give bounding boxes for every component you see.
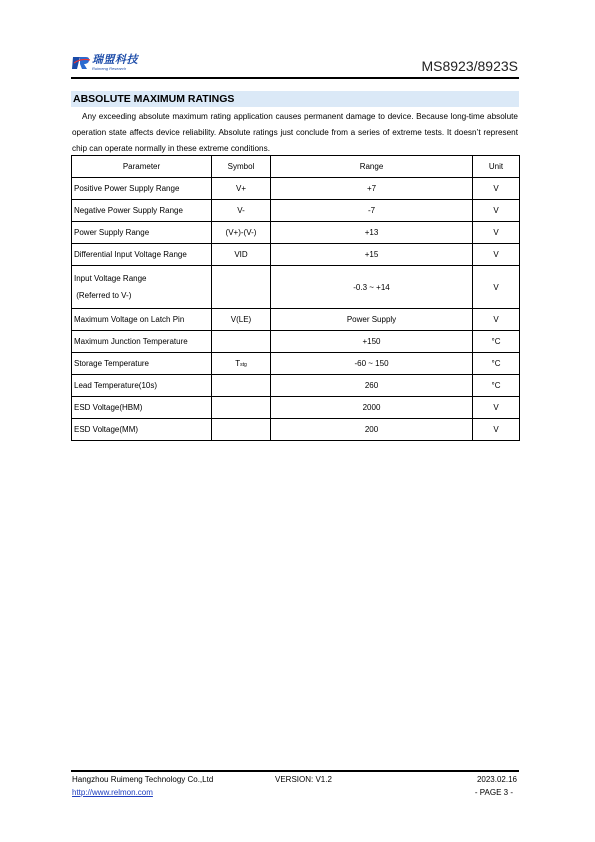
symbol-cell [212,375,271,397]
absolute-max-ratings-table [71,155,520,441]
parameter-cell: Maximum Junction Temperature [72,331,212,353]
unit-cell: V [473,200,520,222]
company-logo [71,54,138,76]
parameter-cell: Storage Temperature [72,353,212,375]
symbol-cell: V- [212,200,271,222]
unit-cell: °C [473,331,520,353]
unit-cell: V [473,397,520,419]
section-title: ABSOLUTE MAXIMUM RATINGS [73,93,235,105]
footer-version: VERSION: V1.2 [275,775,332,784]
footer-divider [71,770,519,772]
parameter-cell [72,266,212,309]
symbol-cell: (V+)-(V-) [212,222,271,244]
header-range: Range [271,156,473,178]
unit-cell: V [473,178,520,200]
range-cell: 260 [271,375,473,397]
symbol-cell: V+ [212,178,271,200]
unit-cell: V [473,309,520,331]
parameter-cell: ESD Voltage(HBM) [72,397,212,419]
parameter-cell: Lead Temperature(10s) [72,375,212,397]
header-symbol: Symbol [212,156,271,178]
symbol-cell [212,397,271,419]
parameter-cell: Positive Power Supply Range [72,178,212,200]
parameter-line-1: Input Voltage Range [74,274,147,283]
table-row [72,353,520,375]
parameter-cell: Negative Power Supply Range [72,200,212,222]
symbol-cell [212,353,271,375]
table-row [72,200,520,222]
footer-page-number: - PAGE 3 - [474,788,513,797]
table-row [72,222,520,244]
header-unit: Unit [473,156,520,178]
symbol-cell [212,419,271,441]
symbol-cell [212,331,271,353]
footer-date: 2023.02.16 [476,775,517,784]
footer-company: Hangzhou Ruimeng Technology Co.,Ltd [72,775,214,784]
parameter-cell: Maximum Voltage on Latch Pin [72,309,212,331]
intro-paragraph: Any exceeding absolute maximum rating application causes permanent damage to device. Because long-time absolute operation state affects device reliability. Absolute ratings just conclude from a series of extreme tests. It doesn’t represent chip can operate normally in these extreme conditions. [72,112,518,153]
symbol-cell: V(LE) [212,309,271,331]
table-header-row [72,156,520,178]
parameter-note: (Referred to V-) [76,291,132,300]
unit-cell: °C [473,353,520,375]
table-row [72,266,520,309]
logo-mark-icon [71,54,91,72]
symbol-cell: VID [212,244,271,266]
unit-cell: V [473,266,520,309]
table-row [72,331,520,353]
range-cell: -0.3 ~ +14 [271,266,473,309]
symbol-cell [212,266,271,309]
parameter-line-2 [74,291,211,300]
symbol-main: T [235,359,241,368]
range-cell: -60 ~ 150 [271,353,473,375]
header-parameter: Parameter [72,156,212,178]
parameter-cell: ESD Voltage(MM) [72,419,212,441]
table-row [72,309,520,331]
range-cell: -7 [271,200,473,222]
unit-cell: °C [473,375,520,397]
document-title: MS8923/8923S [421,58,518,74]
parameter-cell: Power Supply Range [72,222,212,244]
table-row [72,375,520,397]
logo-chinese-text: 瑞盟科技 [92,53,138,66]
unit-cell: V [473,222,520,244]
table-row [72,397,520,419]
range-cell: +13 [271,222,473,244]
range-cell: +7 [271,178,473,200]
header-divider [71,77,519,79]
table-row [72,244,520,266]
unit-cell: V [473,419,520,441]
range-cell: 2000 [271,397,473,419]
range-cell: Power Supply [271,309,473,331]
footer-website-link[interactable]: http://www.relmon.com [72,788,153,797]
range-cell: +15 [271,244,473,266]
symbol-subscript: stg [240,362,247,368]
table-row [72,419,520,441]
page-footer [71,775,519,805]
parameter-cell: Differential Input Voltage Range [72,244,212,266]
table-row [72,178,520,200]
page-header [71,54,519,78]
range-cell: 200 [271,419,473,441]
logo-english-text: Ruimeng Research [92,66,127,71]
unit-cell: V [473,244,520,266]
section-heading-bar [71,91,519,107]
range-cell: +150 [271,331,473,353]
